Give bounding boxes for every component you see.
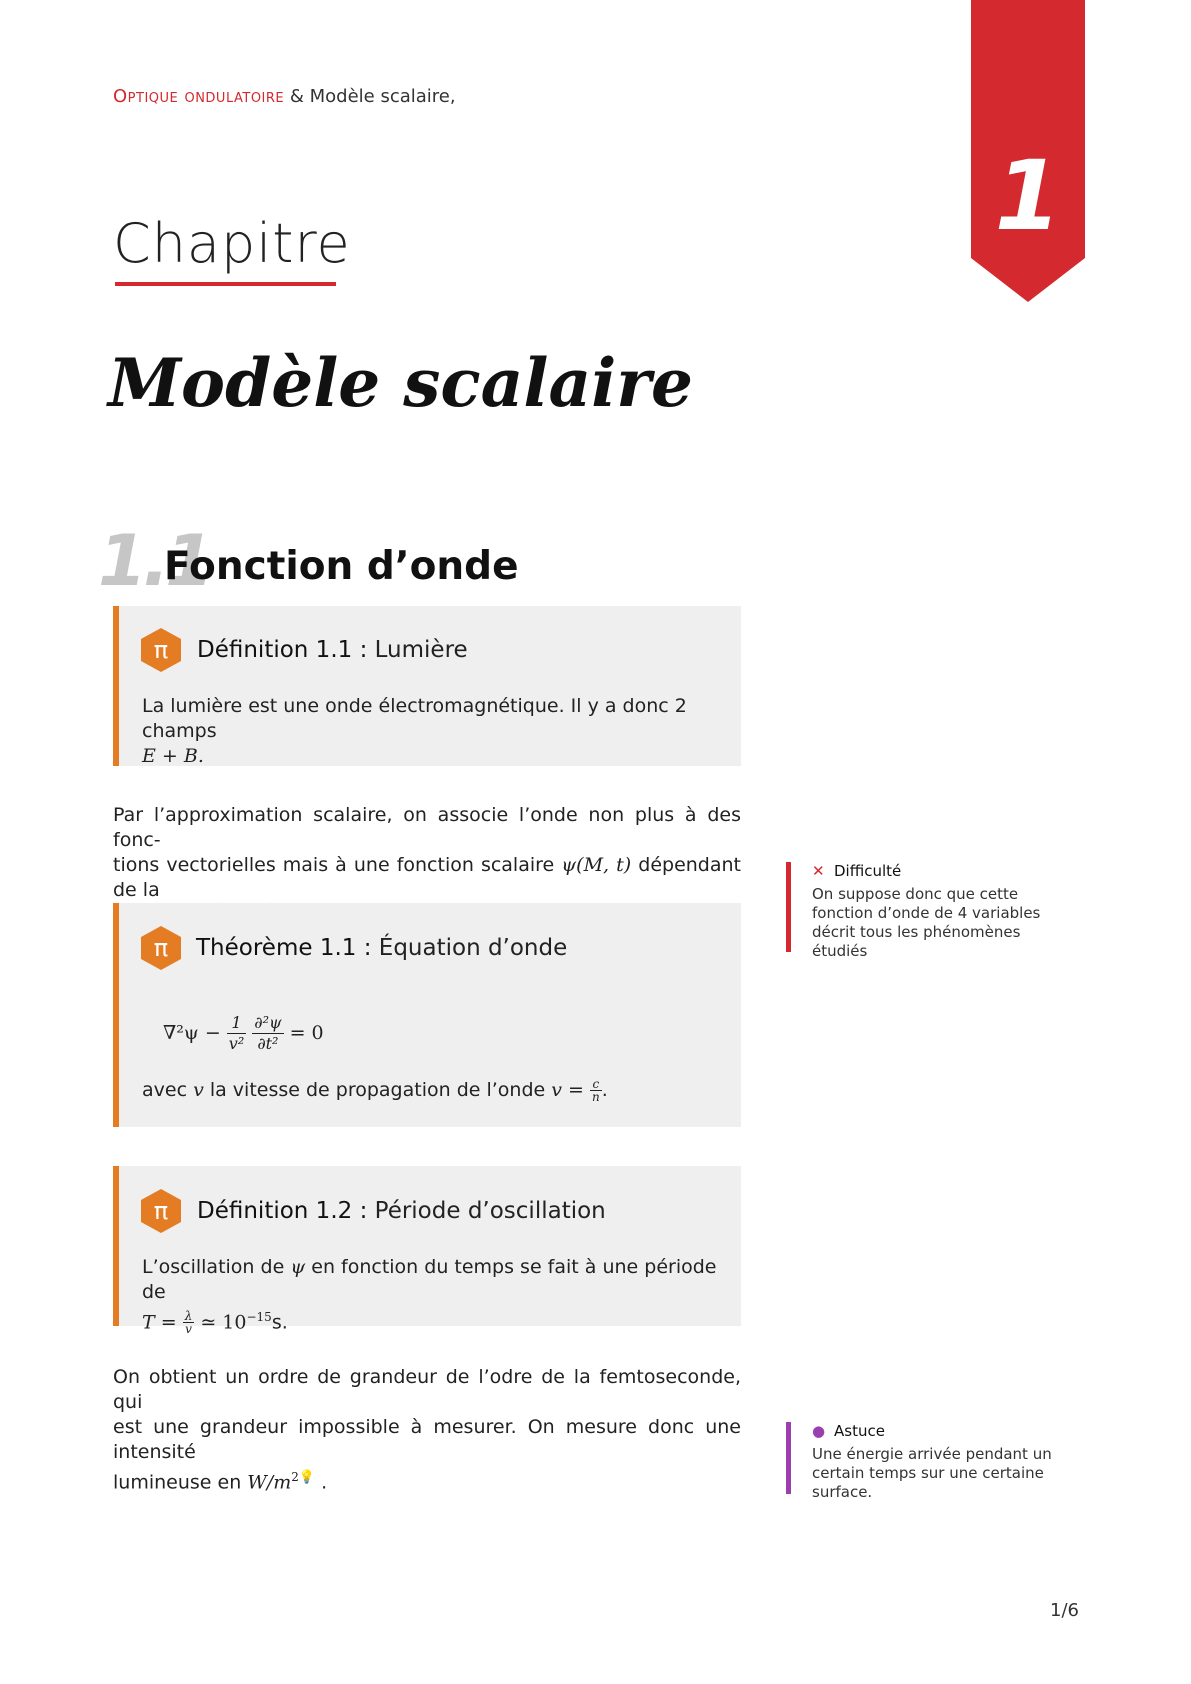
difficulty-note xyxy=(786,862,1076,960)
pi-hexagon-icon xyxy=(141,926,181,970)
definition-2-name: Période d’oscillation xyxy=(374,1198,606,1224)
pi-hexagon-icon xyxy=(141,628,181,672)
wave-eq-frac-2: $\frac{\text{∂²ψ}}{\text{∂t²}}$ xyxy=(254,1013,282,1053)
paragraph-1-line-1: Par l’approximation scalaire, on associe l’onde non plus à des fonc- xyxy=(113,804,741,851)
header-separator: & xyxy=(284,86,310,107)
course-name: Optique ondulatoire xyxy=(113,86,285,107)
paragraph-2-line-3-end: . xyxy=(315,1471,328,1494)
theorem-1-text xyxy=(142,1078,608,1103)
unit-exponent: 2 xyxy=(291,1470,299,1484)
svg-text:π: π xyxy=(153,934,169,962)
difficulty-note-title: Difficulté xyxy=(834,862,902,880)
running-header xyxy=(113,86,456,107)
chapter-ribbon xyxy=(971,0,1085,302)
definition-1-body: La lumière est une onde électromagnétique. Il y a donc 2 champs xyxy=(142,695,687,742)
theorem-1-text-b: la vitesse de propagation de l’onde xyxy=(203,1079,552,1101)
svg-text:π: π xyxy=(153,636,169,664)
cross-icon: ✕ xyxy=(812,862,825,880)
definition-1-text xyxy=(142,694,722,769)
definition-2-psi: ψ xyxy=(290,1256,306,1278)
theorem-1-v-eq: v = xyxy=(551,1079,584,1101)
paragraph-1-line-2b: dépendant de la xyxy=(113,854,741,901)
page-number: 1/6 xyxy=(1050,1600,1079,1621)
wave-eq-lhs: ∇²ψ − xyxy=(163,1022,221,1044)
wave-eq-rhs: = 0 xyxy=(289,1022,324,1044)
unit-w-per-m: W/m xyxy=(247,1471,292,1494)
tip-note-text: Une énergie arrivée pendant un certain temps sur une certaine surface. xyxy=(812,1445,1052,1501)
lambda-over-v-frac: $\frac{\lambda}{v}$ xyxy=(184,1309,193,1337)
chapter-number: 1 xyxy=(994,140,1062,252)
section-number: 1.1 xyxy=(98,520,211,602)
chapter-label: Chapitre xyxy=(113,212,351,275)
theorem-1-v: v xyxy=(193,1079,204,1101)
wave-equation xyxy=(163,1013,324,1054)
paragraph-2-line-1: On obtient un ordre de grandeur de l’odre de la femtoseconde, qui xyxy=(113,1366,741,1413)
chapter-title: Modèle scalaire xyxy=(108,344,694,422)
paragraph-2-line-3a: lumineuse en xyxy=(113,1471,248,1494)
definition-2-text xyxy=(142,1255,722,1335)
definition-1-kind: Définition 1.1 : xyxy=(197,637,368,663)
definition-1-name: Lumière xyxy=(374,637,468,663)
period-unit: s. xyxy=(271,1311,288,1334)
paragraph-1-psi-math: ψ(M, t) xyxy=(561,854,632,876)
definition-1-math: E + B. xyxy=(142,745,204,767)
svg-text:π: π xyxy=(153,1197,169,1225)
theorem-1-name: Équation d’onde xyxy=(378,935,568,961)
tip-note-title: Astuce xyxy=(834,1422,885,1440)
paragraph-2-line-2: est une grandeur impossible à mesurer. On mesure donc une intensité xyxy=(113,1416,741,1463)
definition-1-heading xyxy=(197,637,468,663)
definition-2-text-a: L’oscillation de xyxy=(142,1256,291,1278)
header-topic: Modèle scalaire, xyxy=(309,86,456,107)
paragraph-2 xyxy=(113,1365,741,1495)
lightbulb-icon: ● xyxy=(812,1422,826,1440)
theorem-1-kind: Théorème 1.1 : xyxy=(196,935,372,961)
definition-2-kind: Définition 1.2 : xyxy=(197,1198,368,1224)
chapter-underline xyxy=(115,282,336,286)
wave-eq-frac-1: $\frac{1}{\text{v²}}$ xyxy=(228,1013,245,1053)
period-exponent: −15 xyxy=(246,1310,272,1324)
difficulty-note-text: On suppose donc que cette fonction d’onde de 4 variables décrit tous les phénomènes étudiés xyxy=(812,885,1041,960)
tip-marker-icon[interactable]: 💡 xyxy=(298,1470,316,1485)
c-over-n-frac: $\frac{c}{n}$ xyxy=(592,1077,600,1104)
theorem-1-heading xyxy=(196,935,567,961)
tip-note xyxy=(786,1422,1076,1501)
theorem-1-text-a: avec xyxy=(142,1079,194,1101)
pi-hexagon-icon xyxy=(141,1189,181,1233)
period-T: T = xyxy=(142,1311,177,1334)
period-approx: ≃ 10 xyxy=(200,1311,247,1334)
definition-2-text-b: en fonction du temps se fait à une période de xyxy=(142,1256,717,1303)
paragraph-1-line-2a: tions vectorielles mais à une fonction scalaire xyxy=(113,854,562,876)
section-title: Fonction d’onde xyxy=(164,544,519,589)
theorem-1-text-end: . xyxy=(601,1079,608,1101)
definition-2-heading xyxy=(197,1198,606,1224)
